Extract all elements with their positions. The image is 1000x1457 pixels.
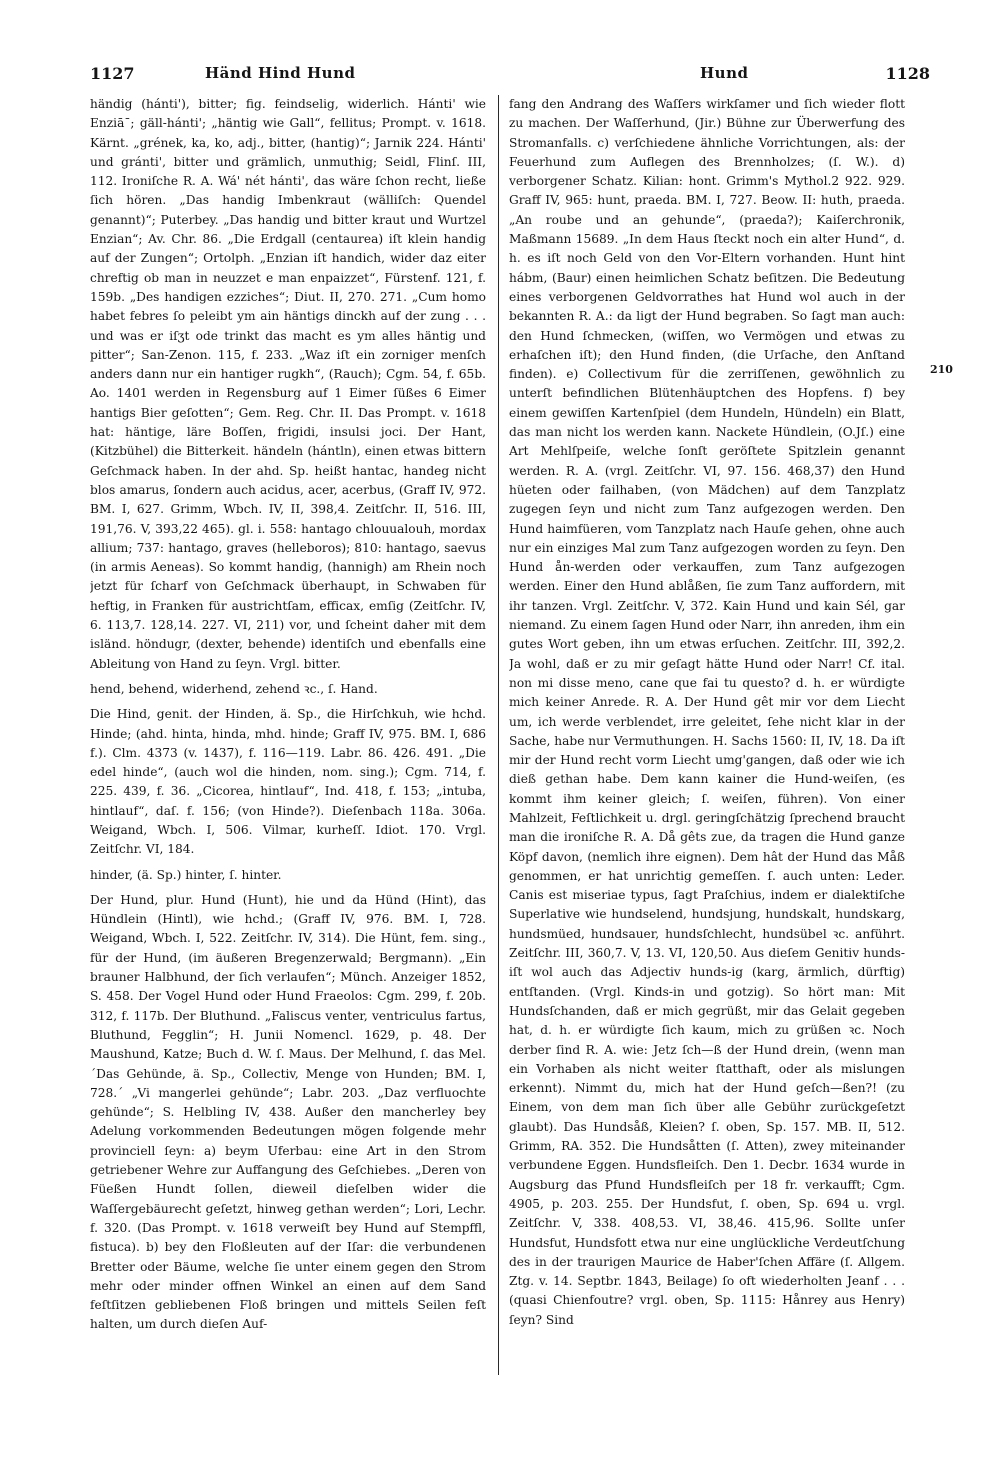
right-page-number: 1128 (885, 64, 930, 83)
margin-note: 210 (930, 363, 953, 376)
entry-hinder: hinder, (ä. Sp.) hinter, ſ. hinter. (90, 867, 282, 882)
left-running-head: Händ Hind Hund (205, 64, 356, 82)
entry-hind: Die Hind, genit. der Hinden, ä. Sp., die Hirſchkuh, wie hchd. Hinde; (ahd. hinta, hinda, mhd. hinde; Graff IV, 975. BM. I, 686 f.). Clm. 4373 (v. 1437), f. 116—119. Labr. 86. 426. 491. „Die edel hinde“, (auch wol die hinden, nom. sing.); Cgm. 714, f. 225. 439, f. 36. „Cicorea, hintlauf“, Ind. 418, f. 153; „intuba, hintlauf“, daſ. f. 156; (von Hinde?). Dieſenbach 118a. 306a. Weigand, Wbch. I, 506. Vilmar, kurheſſ. Idiot. 170. Vrgl. Zeitſchr. VI, 184. (90, 707, 486, 857)
left-column (90, 95, 486, 1385)
page-header (90, 64, 930, 88)
column-divider (498, 95, 499, 1375)
right-running-head: Hund (700, 64, 749, 82)
entry-hund: Der Hund, plur. Hund (Hunt), hie und da Hünd (Hint), das Hündlein (Hintl), wie hchd.; (Graff IV, 976. BM. I, 728. Weigand, Wbch. I, 522. Zeitſchr. IV, 314). Die Hünt, fem. sing., für der Hund, (im äußeren Bregenzerwald; Bergmann). „Ein brauner Halbhund, der ſich verlaufen“; Münch. Anzeiger 1852, S. 458. Der Vogel Hund oder Hund Fraeolos: Cgm. 299, f. 20b. 312, f. 117b. Der Bluthund. „Faliscus venter, ventriculus fartus, Bluthund, Fegglin“; H. Junii Nomencl. 1629, p. 48. Der Maushund, Katze; Buch d. W. ſ. Maus. Der Melhund, ſ. das Mel. ´Das Gehünde, ä. Sp., Collectiv, Menge von Hunden; BM. I, 728.´ „Vi mangerlei gehünde“; Labr. 203. „Daz verfluochte gehünde“; S. Helbling IV, 438. Außer den mancherley bey Adelung vorkommenden Bedeutungen mögen folgende mehr provinciell ſeyn: a) beym Uferbau: eine Art in den Strom getriebener Wehre zur Auffangung des Geſchiebes. „Deren von Füeßen Hundt ſollen, dieweil dieſelben wider die Waſſergebäurecht geſetzt, hinweg gethan werden“; Lori, Lechr. f. 320. (Das Prompt. v. 1618 verweiſt bey Hund auf Stempffl, fistuca). b) bey den Floßleuten auf der Iſar: die verbundenen Bretter oder Bäume, welche ſie unter einem gegen den Strom mehr oder minder offnen Winkel an einen auf dem Sand feſtſitzen gebliebenen Floß bringen und mittels Seilen feſt halten, um durch dieſen Auf- (90, 892, 486, 1332)
entry-haendig: händig (hánti'), bitter; fig. feindselig, widerlich. Hánti' wie Enziā¯; gäll-hánti'; „häntig wie Gall“, fellitus; Prompt. v. 1618. Kärnt. „grének, ka, ko, adj., bitter, (hantig)“; Jarnik 224. Hánti' und gránti', bitter und grämlich, unmuthig; Seidl, Flinſ. III, 112. Ironiſche R. A. Wá' nét hánti', das wäre ſchon recht, ließe ſich hören. „Das handig Imbenkraut (wälliſch: Quendel genannt)“; Puterbey. „Das handig und bitter kraut und Wurtzel Enzian“; Av. Chr. 86. „Die Erdgall (centaurea) iſt klein handig auf der Zungen“; Ortolph. „Enzian iſt handich, wider daz eiter chreftig ob man in neuzzet e man enpaizzet“, Fürstenf. 121, f. 159b. „Des handigen ezziches“; Diut. II, 270. 271. „Cum homo habet febres ſo peleibt ym ain häntigs dinckh auf der zung . . . und was er iſʒt ode trinkt das macht es ym alles häntig und pitter“; San-Zenon. 115, f. 233. „Waz iſt ein zorniger menſch anders dann nur ein hantiger rugkh“, (Rauch); Cgm. 54, f. 65b. Ao. 1401 werden in Regensburg auf 1 Eimer ſüßes 6 Eimer hantigs Bier geſotten“; Gem. Reg. Chr. II. Das Prompt. v. 1618 hat: häntige, läre Boſſen, frigidi, insulsi joci. Der Hant, (Kitzbühel) die Bitterkeit. händeln (hántln), einen etwas bittern Geſchmack haben. In der ahd. Sp. heißt hantac, handeg nicht blos amarus, ſondern auch acidus, acer, acerbus, (Graff IV, 972. BM. I, 627. Grimm, Wbch. IV, II, 398,4. Zeitſchr. II, 516. III, 191,76. V, 393,22 465). gl. i. 558: hantago chlouualouh, mordax allium; 737: hantago, graves (helleboros); 810: hantago, saevus (in armis Aeneas). So kommt handig, (hannigh) am Rhein noch jetzt für ſcharf von Geſchmack überhaupt, in Schwaben für heftig, in Franken für austrichtſam, efficax, emſig (Zeitſchr. IV, 6. 113,7. 128,14. 227. VI, 211) vor, und ſcheint daher mit dem isländ. höndugr, (dexter, behende) identiſch und ebenfalls eine Ableitung von Hand zu ſeyn. Vrgl. bitter. (90, 97, 486, 671)
entry-hend: hend, behend, widerhend, zehend ꝛc., ſ. Hand. (90, 681, 378, 696)
left-page-number: 1127 (90, 64, 135, 83)
right-column (509, 95, 905, 1385)
entry-hund-continued: fang den Andrang des Waſſers wirkſamer und ſich wieder flott zu machen. Der Waſſerhund, (Jir.) Bühne zur Überwerfung des Stromanfalls. c) verſchiedene ähnliche Vorrichtungen, als: der Feuerhund zum Auflegen des Brennholzes; (ſ. W.). d) verborgener Schatz. Kilian: hont. Grimm's Mythol.2 922. 929. Graff IV, 965: hunt, praeda. BM. I, 727. Beow. II: huth, praeda. „An roube und an gehunde“, (praeda?); Kaiſerchronik, Maßmann 15689. „In dem Haus ſteckt noch ein alter Hund“, d. h. es iſt noch Geld von den Vor-Eltern vorhanden. Hunt hint hábm, (Baur) einen heimlichen Schatz beſitzen. Die Bedeutung eines verborgenen Geldvorrathes hat Hund wol auch in der bekannten R. A.: da ligt der Hund begraben. So ſagt man auch: den Hund ſchmecken, (wiſſen, wo Vermögen und etwas zu erhaſchen iſt); den Hund finden, (die Urſache, den Anſtand finden). e) Collectivum für die zerriſſenen, gewöhnlich zu unterſt befindlichen Blütenhäuptchen des Hopfens. f) bey einem gewiſſen Kartenſpiel (dem Hundeln, Hündeln) ein Blatt, das man nicht los werden kann. Nackete Hündlein, (O.Jſ.) eine Art Mehlſpeiſe, welche ſonſt geröſtete Spitzlein genannt werden. R. A. (vrgl. Zeitſchr. VI, 97. 156. 468,37) den Hund hüeten oder failhaben, (von Mädchen) auf dem Tanzplatz zugegen ſeyn und nicht zum Tanz aufgezogen werden. Den Hund haimfüeren, vom Tanzplatz nach Hauſe gehen, ohne auch nur ein einziges Mal zum Tanz aufgezogen worden zu ſeyn. Den Hund ån-werden oder verkauffen, zum Tanz aufgezogen werden. Einer den Hund ablåßen, ſie zum Tanz auffordern, mit ihr tanzen. Vrgl. Zeitſchr. V, 372. Kain Hund und kain Sél, gar niemand. Zu einem ſagen Hund oder Narr, ihn anreden, ihm ein gutes Wort geben, ihn um etwas erſuchen. Zeitſchr. III, 392,2. Ja wohl, daß er zu mir geſagt hätte Hund oder Narr! Cf. ital. non mi disse meno, cane que fai tu questo? d. h. er würdigte mich keiner Anrede. R. A. Der Hund gêt mir vor dem Liecht um, ich werde verblendet, irre geleitet, ſehe nicht klar in der Sache, habe nur Vermuthungen. H. Sachs 1560: II, IV, 18. Da iſt mir der Hund recht vorm Liecht umg'gangen, daß oder wie ich dieß gethan habe. Dem kann kainer die Hund-weiſen, (es kommt ihm keiner gleich; ſ. weiſen, führen). Von einer Mahlzeit, Feſtlichkeit u. drgl. geringſchätzig ſprechend braucht man die ironiſche R. A. Då gêts zue, da tragen die Hund ganze Köpf davon, (nemlich ihre eignen). Dem hât der Hund das Måß genommen, er hat unrichtig gemeſſen. ſ. auch unten: Leder. Canis est miseriae typus, ſagt Praſchius, indem er dialektiſche Superlative wie hundselend, hundsjung, hundskalt, hundskarg, hundsmüed, hundsauer, hundsſchlecht, hundsübel ꝛc. anführt. Zeitſchr. III, 360,7. V, 13. VI, 120,50. Aus dieſem Genitiv hunds- iſt wol auch das Adjectiv hunds-ig (karg, ärmlich, dürftig) entſtanden. (Vrgl. Kinds-in und gotzig). So hört man: Mit Hundsſchanden, daß er mich gegrüßt, mir das Gelait gegeben hat, d. h. er würdigte ſich kaum, mich zu grüßen ꝛc. Noch derber ſind R. A. wie: Jetz ſch—ß der Hund drein, (wenn man ein Vorhaben als nicht weiter ſtatthaft, oder als mislungen erkennt). Nimmt du, mich hat der Hund geſch—ßen?! (zu Einem, von dem man ſich über alle Gebühr zurückgeſetzt glaubt). Das Hundsåß, Kleien? ſ. oben, Sp. 157. MB. II, 512. Grimm, RA. 352. Die Hundsåtten (ſ. Atten), zwey miteinander verbundene Eggen. Hundsfleiſch. Den 1. Decbr. 1634 wurde in Augsburg das Pfund Hundsfleiſch per 18 fr. verkaufft; Cgm. 4905, p. 203. 255. Der Hundsfut, ſ. oben, Sp. 694 u. vrgl. Zeitſchr. V, 338. 408,53. VI, 38,46. 415,96. Sollte unſer Hundsfut, Hundsfott etwa nur eine unglückliche Verdeutſchung des in der traurigen Maurice de Haber'ſchen Affäre (ſ. Allgem. Ztg. v. 14. Septbr. 1843, Beilage) ſo oft wiederholten Jeanf . . . (quasi Chienfoutre? vrgl. oben, Sp. 1115: Hånrey aus Henry) ſeyn? Sind (509, 97, 905, 1327)
